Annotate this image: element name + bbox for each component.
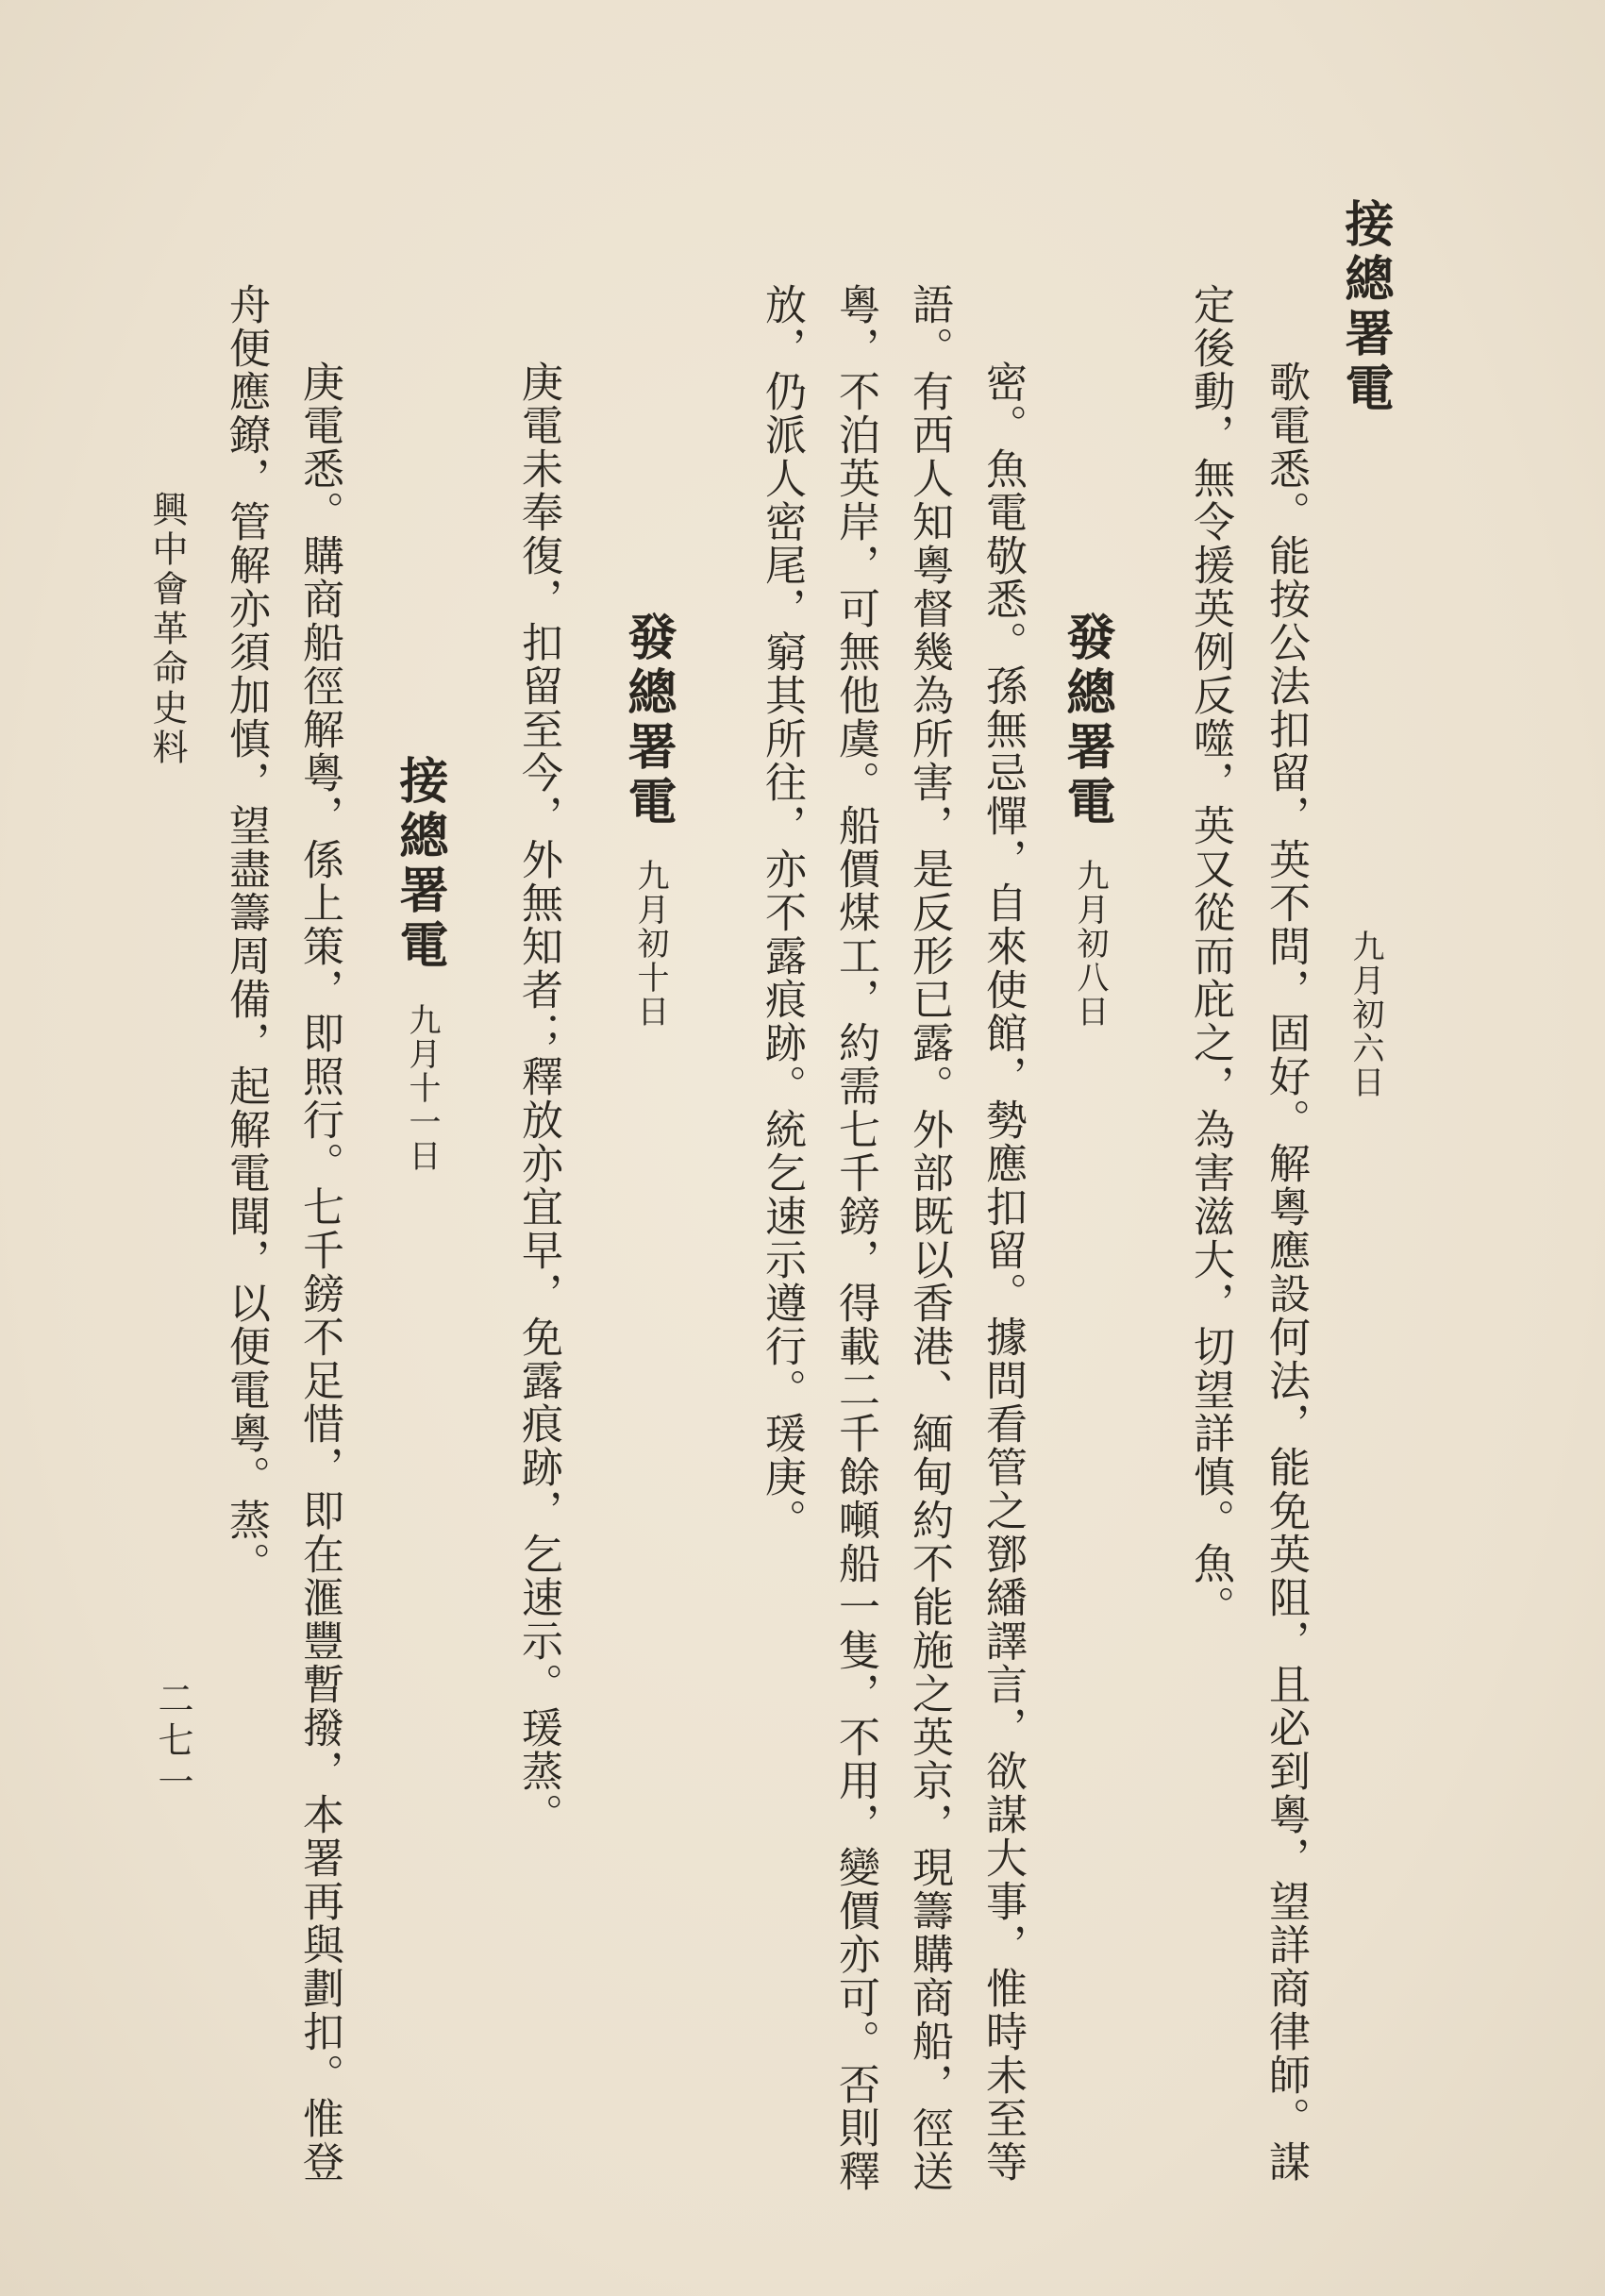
section-3-heading: 發總署電 [619, 612, 677, 830]
section-1-line-1: 歌電悉。能按公法扣留，英不問，固好。解粵應設何法，能免英阻，且必到粵，望詳商律師。謀 [1262, 360, 1310, 2184]
section-1-date: 九月初六日 [1346, 930, 1384, 1099]
section-1-line-2: 定後動，無令援英例反噬，英又從而庇之，為害滋大，切望詳慎。魚。 [1186, 283, 1234, 1629]
section-4-heading: 接總署電 [391, 755, 448, 974]
section-2-line-3: 粵，不泊英岸，可無他虞。船價煤工，約需七千鎊，得載二千餘噸船一隻，不用，變價亦可。否則釋 [831, 283, 879, 2193]
section-4-line-2: 舟便應鐐，管解亦須加慎，望盡籌周備，起解電聞，以便電粵。蒸。 [222, 283, 270, 1585]
section-3-line-1: 庚電未奉復，扣留至今，外無知者；釋放亦宜早，免露痕跡，乞速示。瑗蒸。 [514, 360, 562, 1836]
section-2-date: 九月初八日 [1071, 859, 1109, 1029]
section-2-heading: 發總署電 [1058, 612, 1115, 830]
section-2-line-4: 放，仍派人密尾，窮其所往，亦不露痕跡。統乞速示遵行。瑗庚。 [758, 283, 806, 1542]
section-4-date: 九月十一日 [403, 1003, 441, 1173]
section-1-heading: 接總署電 [1336, 198, 1394, 417]
section-2-line-2: 語。有西人知粵督幾為所害，是反形已露。外部既以香港、緬甸約不能施之英京，現籌購商船，徑送 [905, 283, 953, 2193]
section-2-line-1: 密。魚電敬悉。孫無忌憚，自來使館，勢應扣留。據問看管之鄧繙譯言，欲謀大事，惟時未至等 [978, 360, 1027, 2184]
page-number: 二七一 [152, 1680, 193, 1804]
book-title: 興中會革命史料 [146, 491, 188, 768]
section-3-date: 九月初十日 [631, 859, 669, 1029]
section-4-line-1: 庚電悉。購商船徑解粵，係上策，即照行。七千鎊不足惜，即在滙豐暫撥，本署再與劃扣。惟登 [295, 360, 343, 2184]
